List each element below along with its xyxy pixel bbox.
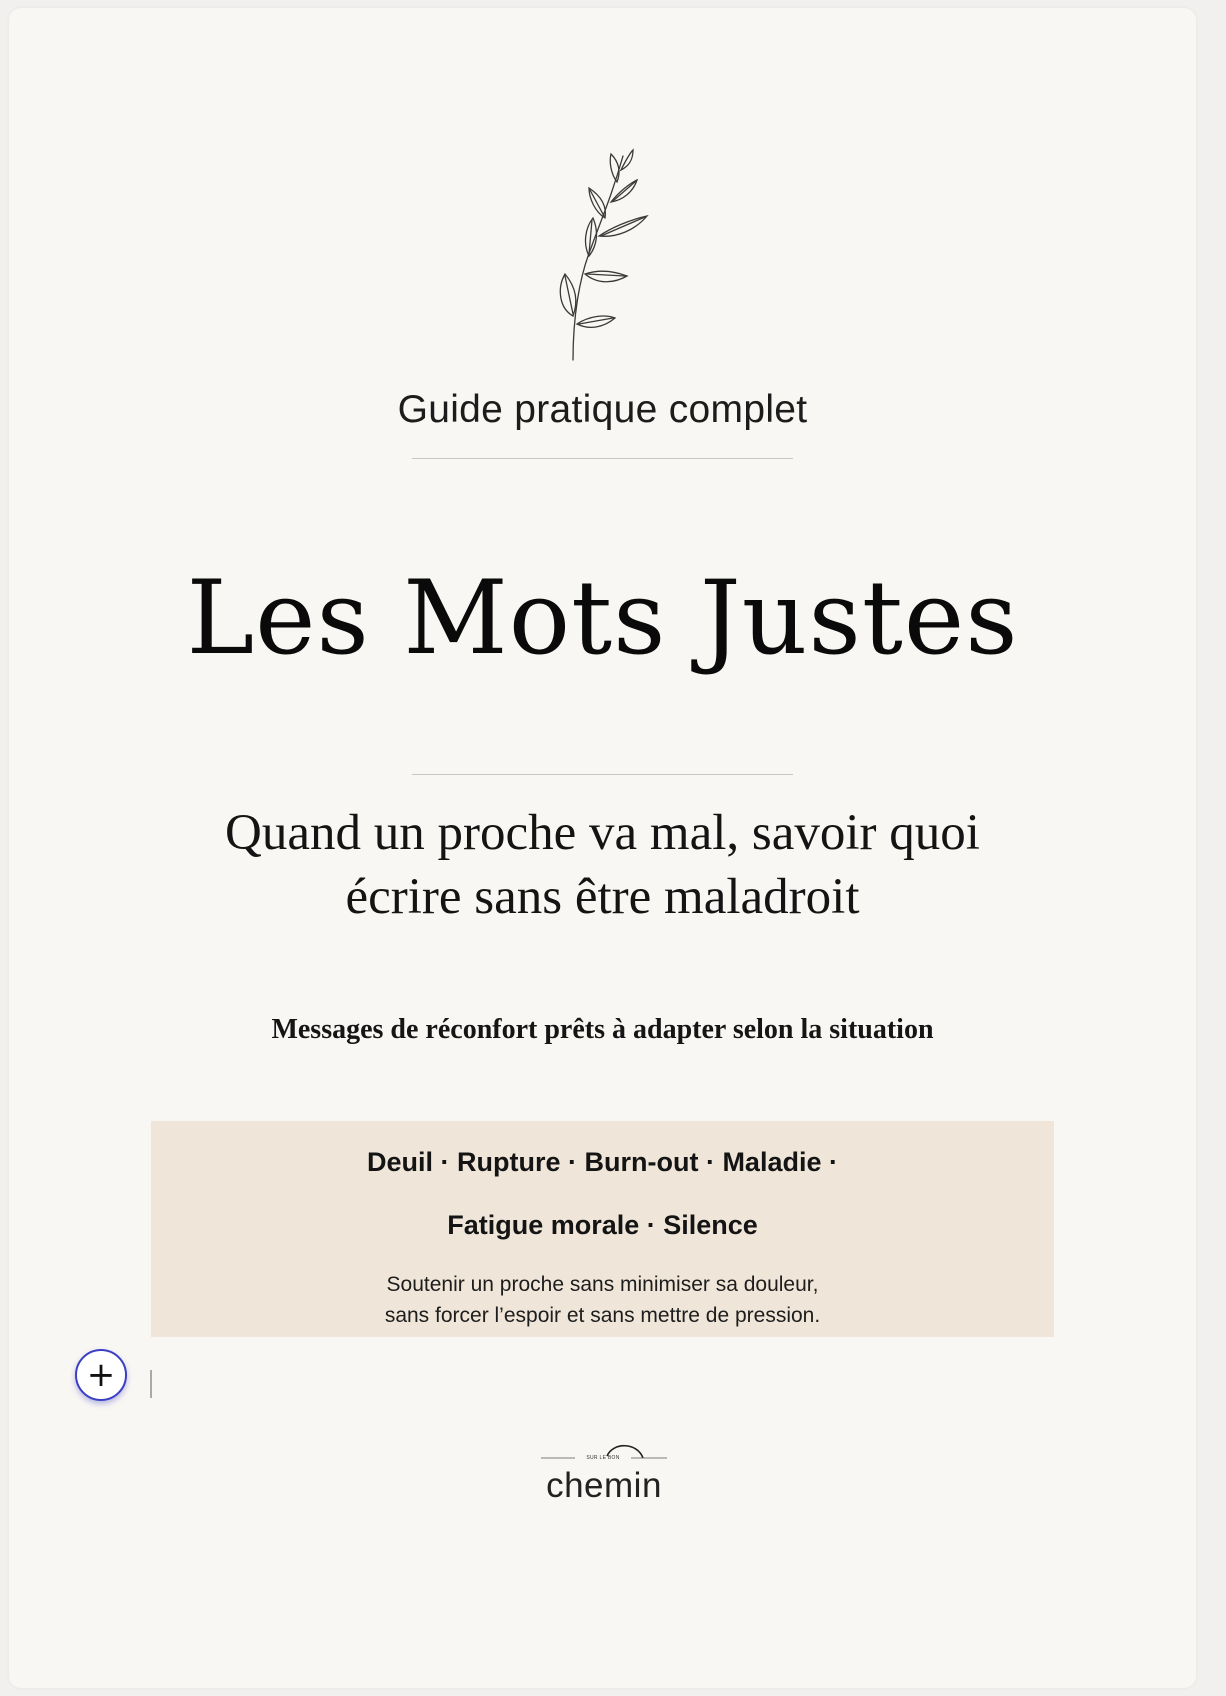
text-cursor[interactable] — [150, 1370, 152, 1398]
topics-description-line-2: sans forcer l’espoir et sans mettre de pression. — [384, 1304, 821, 1327]
top-divider — [412, 458, 793, 459]
bottom-divider — [412, 774, 793, 775]
olive-branch-icon — [549, 148, 669, 368]
topics-description — [151, 1269, 1054, 1331]
document-title: Les Mots Justes — [186, 559, 1019, 678]
topics-description-line-1: Soutenir un proche sans minimiser sa douleur, — [386, 1273, 819, 1296]
topics-line-1: Deuil · Rupture · Burn-out · Maladie · — [367, 1147, 838, 1177]
tagline-line-2: écrire sans être maladroit — [345, 869, 860, 925]
plus-icon: + — [86, 1355, 116, 1395]
logo-word: chemin — [546, 1466, 662, 1505]
topics-box — [151, 1121, 1054, 1337]
brand-logo — [529, 1438, 679, 1508]
add-block-button[interactable] — [75, 1349, 127, 1401]
kicker-text: Guide pratique complet — [397, 388, 808, 431]
tagline-line-1: Quand un proche va mal, savoir quoi — [225, 805, 980, 861]
document-page — [9, 8, 1196, 1688]
messages-heading: Messages de réconfort prêts à adapter selon la situation — [271, 1014, 934, 1045]
tagline — [109, 801, 1096, 929]
topics-line-2: Fatigue morale · Silence — [447, 1210, 758, 1240]
logo-small-text: SUR LE BON — [586, 1455, 620, 1461]
